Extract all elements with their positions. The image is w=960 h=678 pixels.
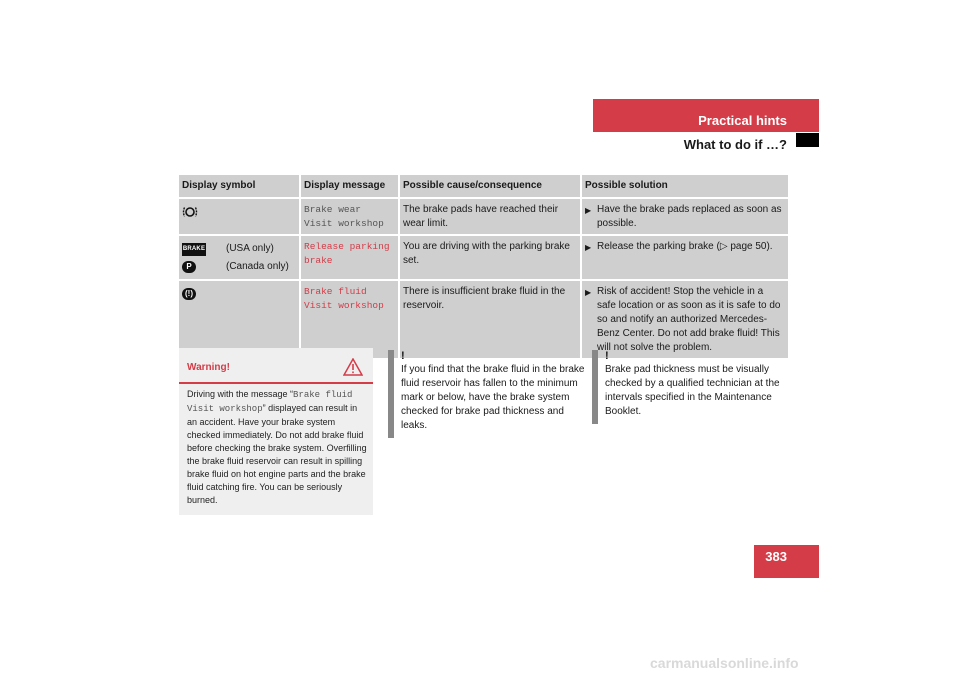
note-text: Brake pad thickness must be visually checked by a qualified technician at the intervals specified in the Maintenance Booklet. — [605, 364, 780, 417]
col-possible-solution: Possible solution — [581, 175, 788, 198]
arrow-right-icon: ▶ — [585, 288, 592, 297]
table-row — [179, 198, 788, 235]
warning-message: Brake fluid Visit workshop — [187, 390, 353, 414]
message-cell — [300, 280, 399, 358]
warning-box — [179, 348, 373, 515]
col-possible-cause: Possible cause/consequence — [399, 175, 581, 198]
warning-text: Driving with the message “Brake fluid Visit workshop” displayed can result in an accident. Have your brake system checked immediately. Do not add brake fluid before checking the brake system. Overfilling the brake fluid reservoir can result in spilling brake fluid on hot engine parts and the brake fluid catching fire. You can be seriously burned. — [187, 389, 367, 505]
col-display-symbol: Display symbol — [179, 175, 300, 198]
message-cell — [300, 235, 399, 280]
cause-cell: The brake pads have reached their wear limit. — [399, 198, 581, 235]
section-subtitle: What to do if …? — [683, 137, 787, 152]
hints-table — [179, 175, 788, 358]
display-message-line: Visit workshop — [304, 300, 384, 311]
brake-text-icon: BRAKE — [182, 243, 206, 256]
brake-wear-icon — [182, 205, 198, 219]
warning-title: Warning! — [187, 362, 230, 373]
exclamation-icon: ! — [401, 350, 405, 362]
solution-cell — [581, 198, 788, 235]
display-message-line: Release parking — [304, 241, 390, 252]
symbol-cell — [179, 235, 300, 280]
region-note: (Canada only) — [226, 261, 289, 272]
cause-cell: You are driving with the parking brake set. — [399, 235, 581, 280]
note-box — [388, 350, 585, 438]
section-header — [593, 99, 819, 132]
arrow-right-icon: ▶ — [585, 206, 592, 215]
region-note: (USA only) — [226, 243, 274, 254]
display-message-line: Brake wear — [304, 204, 362, 215]
symbol-cell — [179, 280, 300, 358]
display-message-line: Visit workshop — [304, 218, 384, 229]
solution-text: Release the parking brake (▷ page 50). — [597, 241, 773, 252]
thumb-tab — [796, 133, 819, 147]
solution-text: Risk of accident! Stop the vehicle in a safe location or as soon as it is safe to do so and notify an authorized Mercedes-Benz Center. Do not add brake fluid! This will not solve the problem. — [597, 286, 781, 353]
table-row — [179, 235, 788, 280]
warning-header — [179, 348, 373, 384]
arrow-right-icon: ▶ — [585, 243, 592, 252]
table-row — [179, 280, 788, 358]
solution-text: Have the brake pads replaced as soon as possible. — [597, 204, 782, 229]
symbol-cell — [179, 198, 300, 235]
section-title: Practical hints — [698, 113, 787, 128]
display-message-line: Brake fluid — [304, 286, 367, 297]
note-text: If you find that the brake fluid in the brake fluid reservoir has fallen to the minimum mark or below, have the brake system checked for brake pad thickness and leaks. — [401, 364, 585, 431]
message-cell — [300, 198, 399, 235]
col-display-message: Display message — [300, 175, 399, 198]
exclamation-icon: ! — [605, 350, 609, 362]
page-number-box — [754, 545, 819, 578]
note-box — [592, 350, 795, 424]
page-number: 383 — [765, 549, 787, 564]
solution-cell — [581, 280, 788, 358]
solution-cell — [581, 235, 788, 280]
display-message-line: brake — [304, 255, 333, 266]
table-header-row — [179, 175, 788, 198]
parking-brake-icon: P — [182, 261, 196, 273]
cause-cell: There is insufficient brake fluid in the reservoir. — [399, 280, 581, 358]
warning-triangle-icon — [343, 358, 363, 376]
brake-warning-icon: (!) — [182, 288, 196, 300]
watermark: carmanualsonline.info — [650, 655, 799, 671]
